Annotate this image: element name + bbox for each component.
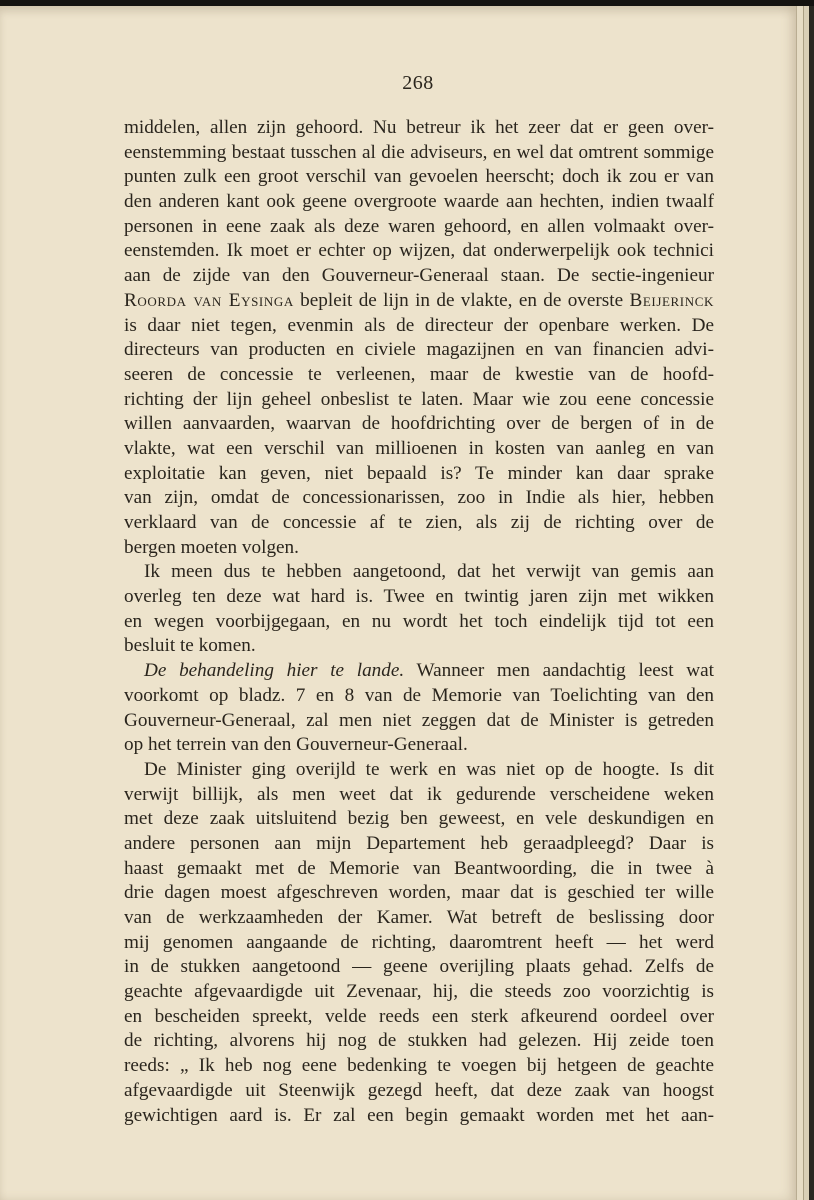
- text-line: overleg ten deze wat hard is. Twee en twintig jaren zijn met wikken: [124, 586, 714, 608]
- text-line: richting der lijn geheel onbeslist te laten. Maar wie zou eene concessie: [124, 388, 714, 410]
- text-line: de richting, alvorens hij nog de stukken had gelezen. Hij zeide toen: [124, 1030, 714, 1052]
- section-heading: De behandeling hier te lande.: [144, 660, 405, 682]
- text-line: willen aanvaarden, waarvan de hoofdrichting over de bergen of in de: [124, 413, 714, 435]
- body-text: [124, 116, 714, 1128]
- text-line: seeren de concessie te verleenen, maar de kwestie van de hoofd-: [124, 363, 714, 385]
- text-line: en wegen voorbijgegaan, en nu wordt het toch eindelijk tijd tot een: [124, 610, 714, 632]
- text-line: den anderen kant ook geene overgroote waarde aan hechten, indien twaalf: [124, 191, 714, 213]
- text-line: gewichtigen aard is. Er zal een begin gemaakt worden met het aan-: [124, 1104, 714, 1126]
- text-line: afgevaardigde uit Steenwijk gezegd heeft, dat deze zaak van hoogst: [124, 1079, 714, 1101]
- text-line: aan de zijde van den Gouverneur-Generaal staan. De sectie-ingenieur: [124, 265, 714, 287]
- text-line: Ik meen dus te hebben aangetoond, dat het verwijt van gemis aan: [144, 561, 714, 583]
- text-line: met deze zaak uitsluitend bezig ben geweest, en vele deskundigen en: [124, 808, 714, 830]
- text-line: [124, 659, 714, 684]
- text-line: verwijt billijk, als men weet dat ik gedurende verscheidene weken: [124, 783, 714, 805]
- text-line: besluit te komen.: [124, 635, 256, 657]
- text-line: is daar niet tegen, evenmin als de directeur der openbare werken. De: [124, 314, 714, 336]
- text-line: eenstemden. Ik moet er echter op wijzen, dat onderwerpelijk ook technici: [124, 240, 714, 262]
- text-line: reeds: „ Ik heb nog eene bedenking te voegen bij hetgeen de geachte: [124, 1055, 714, 1077]
- text-line: Gouverneur-Generaal, zal men niet zeggen dat de Minister is getreden: [124, 709, 714, 731]
- text-line: voorkomt op bladz. 7 en 8 van de Memorie van Toelichting van den: [124, 684, 714, 706]
- text-line: vlakte, wat een verschil van millioenen in kosten van aanleg en van: [124, 437, 714, 459]
- scan-right-border: [809, 6, 814, 1200]
- line-text: bepleit de lijn in de vlakte, en de overste: [293, 289, 630, 311]
- text-line: eenstemming bestaat tusschen al die adviseurs, en wel dat omtrent sommige: [124, 141, 714, 163]
- text-line: geachte afgevaardigde uit Zevenaar, hij, die steeds zoo voorzichtig is: [124, 981, 714, 1003]
- text-line: op het terrein van den Gouverneur-Generaal.: [124, 734, 468, 756]
- text-line: van de werkzaamheden der Kamer. Wat betreft de beslissing door: [124, 907, 714, 928]
- text-line: en bescheiden spreekt, velde reeds een sterk afkeurend oordeel over: [124, 1005, 714, 1027]
- text-line: punten zulk een groot verschil van gevoelen heerscht; doch ik zou er van: [124, 166, 714, 188]
- text-line: mij genomen aangaande de richting, daaromtrent heeft — het werd: [124, 931, 714, 953]
- text-line: De Minister ging overijld te werk en was niet op de hoogte. Is dit: [144, 758, 714, 780]
- text-line: haast gemaakt met de Memorie van Beantwoording, die in twee à: [124, 857, 714, 879]
- text-line: directeurs van producten en civiele magazijnen en van financien advi-: [124, 339, 714, 361]
- person-name: Beijerinck: [629, 289, 714, 311]
- text-line: verklaard van de concessie af te zien, als zij de richting over de: [124, 512, 714, 533]
- text-line: [124, 289, 714, 314]
- text-line: van zijn, omdat de concessionarissen, zoo in Indie als hier, hebben: [124, 487, 714, 509]
- text-line: middelen, allen zijn gehoord. Nu betreur ik het zeer dat er geen over-: [124, 117, 714, 138]
- page-number: 268: [402, 72, 434, 94]
- text-line: drie dagen moest afgeschreven worden, maar dat is geschied ter wille: [124, 882, 714, 904]
- text-line: personen in eene zaak als deze waren gehoord, en allen volmaakt over-: [124, 215, 714, 237]
- text-line: bergen moeten volgen.: [124, 536, 299, 558]
- text-line: in de stukken aangetoond — geene overijling plaats gehad. Zelfs de: [124, 956, 714, 978]
- page-edge: [796, 6, 803, 1200]
- line-text: Wanneer men aandachtig leest wat: [404, 660, 715, 682]
- person-name: Roorda van Eysinga: [124, 289, 294, 311]
- text-line: exploitatie kan geven, niet bepaald is? Te minder kan daar sprake: [124, 462, 714, 484]
- text-line: andere personen aan mijn Departement heb geraadpleegd? Daar is: [124, 832, 714, 854]
